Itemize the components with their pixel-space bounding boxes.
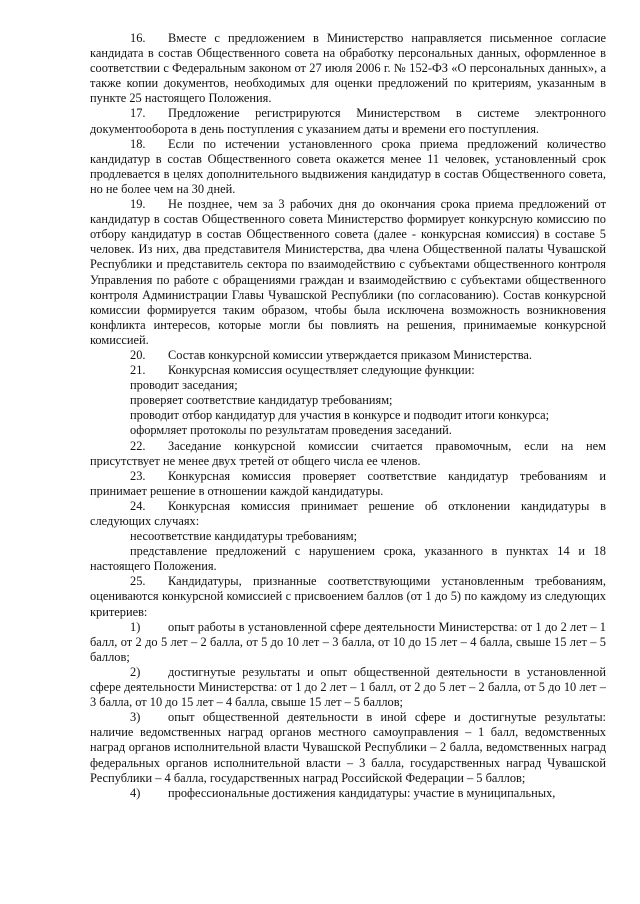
criterion-3 [90, 710, 606, 785]
paragraph-text: Вместе с предложением в Министерство направляется письменное согласие кандидата в состав Общественного совета на обработку персональных данных, оформленное в соответствии с Федеральным законом от 27 июля 2006 г. № 152-ФЗ «О персональных данных», а также копии документов, необходимых для оценки предложений по критериям, указанным в пункте 25 настоящего Положения. [90, 31, 606, 106]
paragraph-number: 22. [130, 438, 146, 453]
criterion-number: 2) [130, 664, 141, 679]
criterion-number: 4) [130, 785, 141, 800]
paragraph-20 [90, 348, 606, 363]
function-item: проводит отбор кандидатур для участия в конкурсе и подводит итоги конкурса; [130, 408, 550, 423]
paragraph-number: 20. [130, 347, 146, 362]
paragraph-number: 24. [130, 498, 146, 513]
paragraph-text: Конкурсная комиссия принимает решение об отклонении кандидатуры в следующих случаях: [90, 498, 606, 528]
paragraph-18 [90, 137, 606, 197]
paragraph-22 [90, 439, 606, 469]
paragraph-24 [90, 499, 606, 529]
paragraph-text: Конкурсная комиссия проверяет соответствие кандидатур требованиям и принимает решение в отношении каждой кандидатуры. [90, 468, 606, 498]
criterion-4 [90, 786, 606, 801]
paragraph-text: Если по истечении установленного срока приема предложений количество кандидатур в состав Общественного совета окажется менее 11 человек, установленный срок продлевается в целях дополнительного выдвижения кандидатур в состав Общественного совета, но не более чем на 30 дней. [90, 136, 606, 196]
function-item: проверяет соответствие кандидатур требованиям; [130, 393, 393, 408]
paragraph-25 [90, 574, 606, 619]
paragraph-text: Состав конкурсной комиссии утверждается приказом Министерства. [168, 347, 533, 362]
paragraph-number: 25. [130, 574, 146, 589]
paragraph-19 [90, 197, 606, 348]
criterion-text: опыт общественной деятельности в иной сфере и достигнутые результаты: наличие ведомственных наград органов местного самоуправления – 1 балл, ведомственных наград органов исполнительной власти Чувашской Республики – 2 балла, ведомственных наград федеральных органов исполнительной власти – 3 балла, государственных наград Чувашской Республики – 4 балла, государственных наград Российской Федерации – 5 баллов; [90, 710, 606, 785]
criterion-text: профессиональные достижения кандидатуры: участие в муниципальных, [168, 785, 556, 800]
paragraph-text: Предложение регистрируются Министерством в системе электронного документооборота в день поступления с указанием даты и времени его поступления. [90, 106, 606, 136]
paragraph-number: 21. [130, 363, 146, 378]
paragraph-number: 23. [130, 468, 146, 483]
paragraph-17 [90, 106, 606, 136]
paragraph-16 [90, 31, 606, 106]
criterion-text: достигнутые результаты и опыт общественной деятельности в установленной сфере деятельности Министерства: от 1 до 2 лет – 1 балл, от 2 до 5 лет – 2 балла, от 5 до 10 лет – 3 балла, от 10 до 15 лет – 4 балла, свыше 15 лет – 5 баллов; [90, 664, 606, 710]
criterion-2 [90, 665, 606, 710]
criterion-number: 1) [130, 619, 141, 634]
criterion-number: 3) [130, 710, 141, 725]
criterion-1 [90, 620, 606, 665]
reason-item: несоответствие кандидатуры требованиям; [130, 529, 358, 544]
paragraph-text: Заседание конкурсной комиссии считается правомочным, если на нем присутствует не менее двух третей от общего числа ее членов. [90, 438, 606, 468]
paragraph-21 [90, 363, 606, 378]
paragraph-text: Не позднее, чем за 3 рабочих дня до окончания срока приема предложений от кандидатур в состав Общественного совета Министерство формирует конкурсную комиссию по отбору кандидатур в состав Общественного совета (далее - конкурсная комиссия) в составе 5 человек. Из них, два представителя Министерства, два члена Общественной палаты Чувашской Республики и представитель сектора по взаимодействию с субъектами общественного контроля Управления по работе с обращениями граждан и взаимодействию с субъектами общественного контроля Администрации Главы Чувашской Республики (по согласованию). Состав конкурсной комиссии формируется таким образом, чтобы была исключена возможность возникновения конфликта интересов, которые могли бы повлиять на решения, принимаемые конкурсной комиссией. [90, 197, 606, 347]
paragraph-text: Конкурсная комиссия осуществляет следующие функции: [168, 363, 475, 378]
paragraph-number: 17. [130, 106, 146, 121]
function-item: проводит заседания; [130, 378, 238, 393]
criterion-text: опыт работы в установленной сфере деятельности Министерства: от 1 до 2 лет – 1 балл, от 2 до 5 лет – 2 балла, от 5 до 10 лет – 3 балла, от 10 до 15 лет – 4 балла, свыше 15 лет – 5 баллов; [90, 619, 606, 664]
paragraph-number: 19. [130, 197, 146, 212]
paragraph-text: Кандидатуры, признанные соответствующими установленным требованиям, оцениваются конкурсной комиссией с присвоением баллов (от 1 до 5) по каждому из следующих критериев: [90, 574, 606, 619]
function-item: оформляет протоколы по результатам проведения заседаний. [130, 423, 452, 438]
paragraph-23 [90, 469, 606, 499]
paragraph-number: 18. [130, 136, 146, 151]
paragraph-number: 16. [130, 31, 146, 45]
reason-item: представление предложений с нарушением срока, указанного в пунктах 14 и 18 настоящего Положения. [90, 544, 606, 574]
